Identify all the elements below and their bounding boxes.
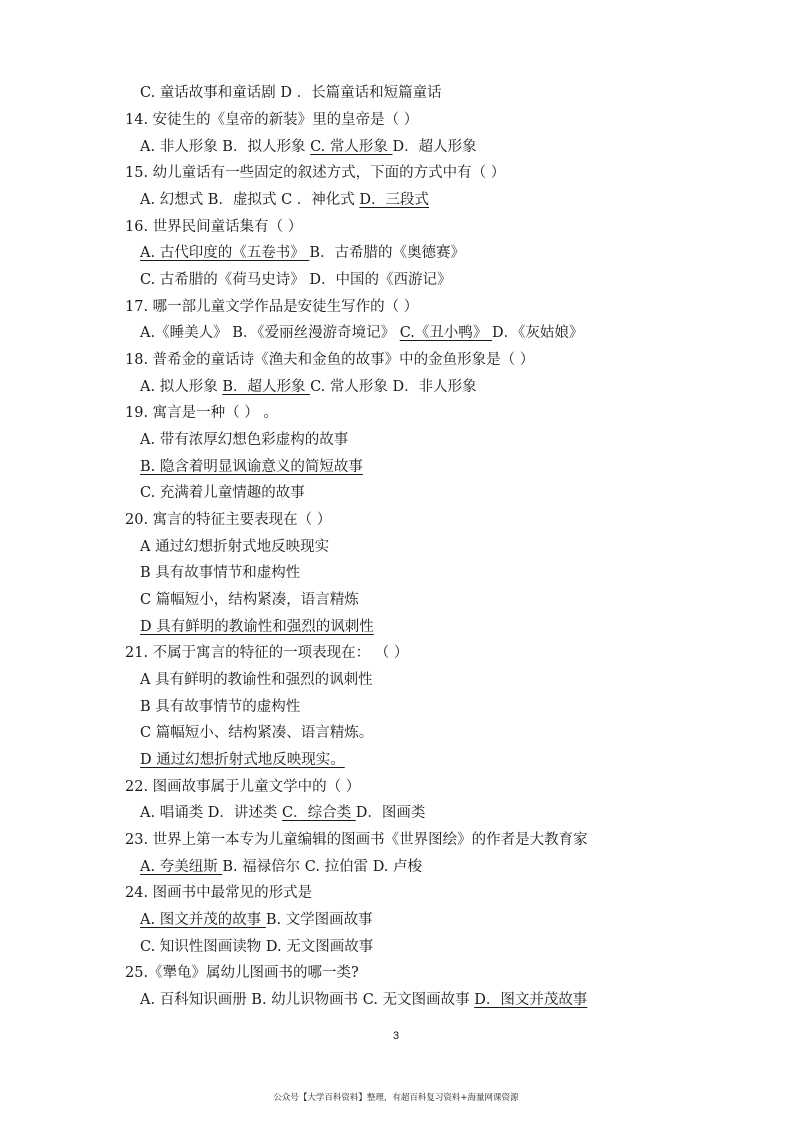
line-text: B. 文学图画故事 — [265, 912, 373, 928]
option-line — [140, 377, 477, 397]
line-text: A. 拟人形象 — [140, 379, 223, 395]
line-text: A. 唱诵类 D．讲述类 — [140, 805, 283, 821]
question-line — [125, 110, 418, 130]
answer-underlined: B. 隐含着明显讽谕意义的简短故事 — [140, 459, 363, 475]
answer-underlined: C．综合类 — [282, 805, 356, 821]
line-text: C 篇幅短小、结构紧凑、语言精炼。 — [140, 725, 374, 741]
question-line — [125, 163, 505, 183]
option-line — [140, 563, 300, 583]
option-line — [140, 190, 429, 210]
line-text: A 通过幻想折射式地反映现实 — [140, 539, 330, 555]
option-line — [140, 457, 363, 477]
answer-underlined: A. 夸美纽斯 — [140, 859, 223, 875]
option-line — [140, 483, 305, 503]
option-line — [140, 990, 587, 1010]
line-text: C. 童话故事和童话剧 D ．长篇童话和短篇童话 — [140, 85, 442, 101]
option-line — [140, 937, 373, 957]
question-line — [125, 883, 312, 903]
line-text: B 具有故事情节的虚构性 — [140, 699, 301, 715]
line-text: 22. 图画故事属于儿童文学中的（ ） — [125, 779, 361, 795]
line-text: C 篇幅短小，结构紧凑，语言精炼 — [140, 592, 359, 608]
answer-underlined: D．三段式 — [359, 192, 430, 208]
line-text: 16. 世界民间童话集有（ ） — [125, 219, 303, 235]
line-text: A.《睡美人》 B．《爱丽丝漫游奇境记》 — [140, 325, 400, 341]
line-text: 24. 图画书中最常见的形式是 — [125, 885, 313, 901]
option-line — [140, 537, 329, 557]
option-line — [140, 750, 345, 770]
line-text: 25.《犟龟》属幼儿图画书的哪一类? — [125, 965, 359, 981]
question-line — [125, 297, 418, 317]
line-text: 21. 不属于寓言的特征的一项表现在： （ ） — [125, 645, 409, 661]
line-text: A. 非人形象 B．拟人形象 — [140, 139, 311, 155]
option-line — [140, 857, 422, 877]
line-text: A. 百科知识画册 B. 幼儿识物画书 C. 无文图画故事 — [140, 992, 475, 1008]
question-line — [125, 510, 331, 530]
question-line — [125, 777, 360, 797]
line-text: A 具有鲜明的教谕性和强烈的讽刺性 — [140, 672, 373, 688]
option-line — [140, 83, 442, 103]
option-line — [140, 323, 583, 343]
option-line — [140, 137, 477, 157]
line-text: 17. 哪一部儿童文学作品是安徒生写作的（ ） — [125, 299, 419, 315]
line-text: C. 常人形象 D．非人形象 — [310, 379, 477, 395]
answer-underlined: D 通过幻想折射式地反映现实。 — [140, 752, 345, 768]
question-line — [125, 403, 278, 423]
line-text: 20. 寓言的特征主要表现在（ ） — [125, 512, 332, 528]
answer-underlined: D．图文并茂故事 — [474, 992, 588, 1008]
line-text: A. 带有浓厚幻想色彩虚构的故事 — [140, 432, 349, 448]
line-text: 23. 世界上第一本专为儿童编辑的图画书《世界图绘》的作者是大教育家 — [125, 832, 588, 848]
answer-underlined: D 具有鲜明的教谕性和强烈的讽刺性 — [140, 619, 374, 635]
answer-underlined: C. 常人形象 — [310, 139, 393, 155]
line-text: B. 福禄倍尔 C. 拉伯雷 D. 卢梭 — [222, 859, 423, 875]
answer-underlined: B．超人形象 — [222, 379, 311, 395]
answer-underlined: C.《丑小鸭》 — [399, 325, 492, 341]
line-text: B 具有故事情节和虚构性 — [140, 565, 301, 581]
question-line — [125, 350, 534, 370]
line-text: 19. 寓言是一种（ ） 。 — [125, 405, 278, 421]
line-text: B．古希腊的《奥德赛》 — [309, 245, 465, 261]
option-line — [140, 803, 425, 823]
answer-underlined: A. 图文并茂的故事 — [140, 912, 266, 928]
line-text: D．《灰姑娘》 — [492, 325, 584, 341]
option-line — [140, 617, 374, 637]
option-line — [140, 697, 300, 717]
line-text: D．图画类 — [355, 805, 426, 821]
line-text: A. 幻想式 B．虚拟式 C ．神化式 — [140, 192, 360, 208]
option-line — [140, 590, 359, 610]
line-text: 14. 安徒生的《皇帝的新装》里的皇帝是（ ） — [125, 112, 419, 128]
line-text: 18. 普希金的童话诗《渔夫和金鱼的故事》中的金鱼形象是（ ） — [125, 352, 535, 368]
option-line — [140, 270, 452, 290]
footer-note: 公众号【大学百科资料】整理，有超百科复习资料+海量网课资源 — [273, 1093, 519, 1103]
question-line — [125, 830, 588, 850]
question-line — [125, 643, 408, 663]
line-text: D．超人形象 — [392, 139, 477, 155]
question-line — [125, 963, 359, 983]
option-line — [140, 430, 348, 450]
answer-underlined: A. 古代印度的《五卷书》 — [140, 245, 310, 261]
line-text: C. 知识性图画读物 D. 无文图画故事 — [140, 939, 374, 955]
option-line — [140, 723, 373, 743]
question-line — [125, 217, 302, 237]
option-line — [140, 910, 373, 930]
line-text: 15. 幼儿童话有一些固定的叙述方式，下面的方式中有（ ） — [125, 165, 506, 181]
page-number: 3 — [392, 1030, 400, 1042]
option-line — [140, 670, 373, 690]
line-text: C. 充满着儿童情趣的故事 — [140, 485, 305, 501]
line-text: C. 古希腊的《荷马史诗》 D．中国的《西游记》 — [140, 272, 452, 288]
option-line — [140, 243, 465, 263]
